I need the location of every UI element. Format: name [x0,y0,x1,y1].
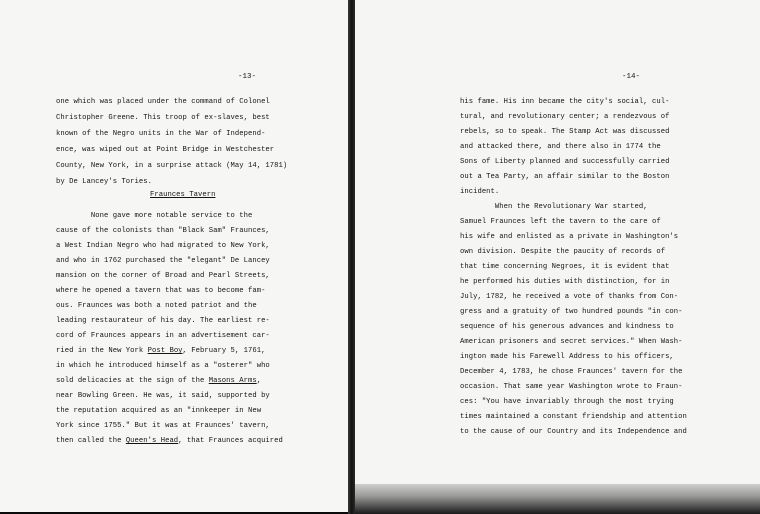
text-line: to the cause of our Country and its Independence and [460,428,687,436]
text-line: occasion. That same year Washington wrote to Fraun- [460,383,683,391]
text-line: he performed his duties with distinction, for in [460,278,670,286]
text-line: leading restaurateur of his day. The earliest re- [56,317,270,325]
text-line: that time concerning Negroes, it is evident that [460,263,670,271]
text-line: tural, and revolutionary center; a rendezvous of [460,113,670,121]
section-heading: Fraunces Tavern [150,191,216,199]
text-line: where he opened a tavern that was to become fam- [56,287,266,295]
page-number: -14- [622,73,641,81]
right-page [355,0,760,484]
underlined-title: Masons Arms [208,377,257,385]
text-line: in which he introduced himself as a "osterer" who [56,362,270,370]
text-line: incident. [460,188,500,196]
text-line: ces: "You have invariably through the most trying [460,398,674,406]
text-line: County, New York, in a surprise attack (May 14, 1781) [56,162,288,170]
text-line: None gave more notable service to the [56,212,253,220]
text-line: Sons of Liberty planned and successfully carried [460,158,670,166]
text-line: near Bowling Green. He was, it said, supported by [56,392,270,400]
text-line: sequence of his generous advances and kindness to [460,323,674,331]
text-line: When the Revolutionary War started, [460,203,648,211]
text-line: ington made his Farewell Address to his officers, [460,353,674,361]
text-line: a West Indian Negro who had migrated to New York, [56,242,270,250]
text-line: July, 1782, he received a vote of thanks from Con- [460,293,679,301]
text-line: cause of the colonists than "Black Sam" Fraunces, [56,227,270,235]
underlined-title: Post Boy [147,347,183,355]
text-line: his fame. His inn became the city's social, cul- [460,98,670,106]
text-line: York since 1755." But it was at Fraunces' tavern, [56,422,270,430]
text-line: cord of Fraunces appears in an advertisement car- [56,332,270,340]
text-line: rebels, so to speak. The Stamp Act was discussed [460,128,670,136]
text-line: one which was placed under the command of Colonel [56,98,270,106]
text-line: known of the Negro units in the War of Independ- [56,130,266,138]
text-line: by De Lancey's Tories. [56,178,152,186]
text-line: gress and a gratuity of two hundred pounds "in con- [460,308,683,316]
underlined-title: Queen's Head [125,437,179,445]
text-line: then called the Queen's Head, that Fraunces acquired [56,437,283,445]
text-line: own division. Despite the paucity of records of [460,248,666,256]
text-line: ried in the New York Post Boy, February 5, 1761, [56,347,266,355]
text-line: American prisoners and secret services." When Wash- [460,338,683,346]
text-line: Christopher Greene. This troop of ex-slaves, best [56,114,270,122]
text-line: ous. Fraunces was both a noted patriot and the [56,302,257,310]
text-line: and attacked there, and there also in 1774 the [460,143,661,151]
book-gutter [348,0,355,514]
text-line: December 4, 1783, he chose Fraunces' tavern for the [460,368,683,376]
text-line: ence, was wiped out at Point Bridge in Westchester [56,146,275,154]
text-line: the reputation acquired as an "innkeeper in New [56,407,262,415]
text-line: and who in 1762 purchased the "elegant" De Lancey [56,257,270,265]
page-edge-shadow [355,484,760,514]
text-line: times maintained a constant friendship and attention [460,413,687,421]
text-line: Samuel Fraunces left the tavern to the care of [460,218,661,226]
text-line: his wife and enlisted as a private in Washington's [460,233,679,241]
page-number: -13- [238,73,257,81]
text-line: sold delicacies at the sign of the Masons Arms, [56,377,262,385]
left-page [0,0,348,512]
text-line: mansion on the corner of Broad and Pearl Streets, [56,272,270,280]
text-line: out a Tea Party, an affair similar to the Boston [460,173,670,181]
